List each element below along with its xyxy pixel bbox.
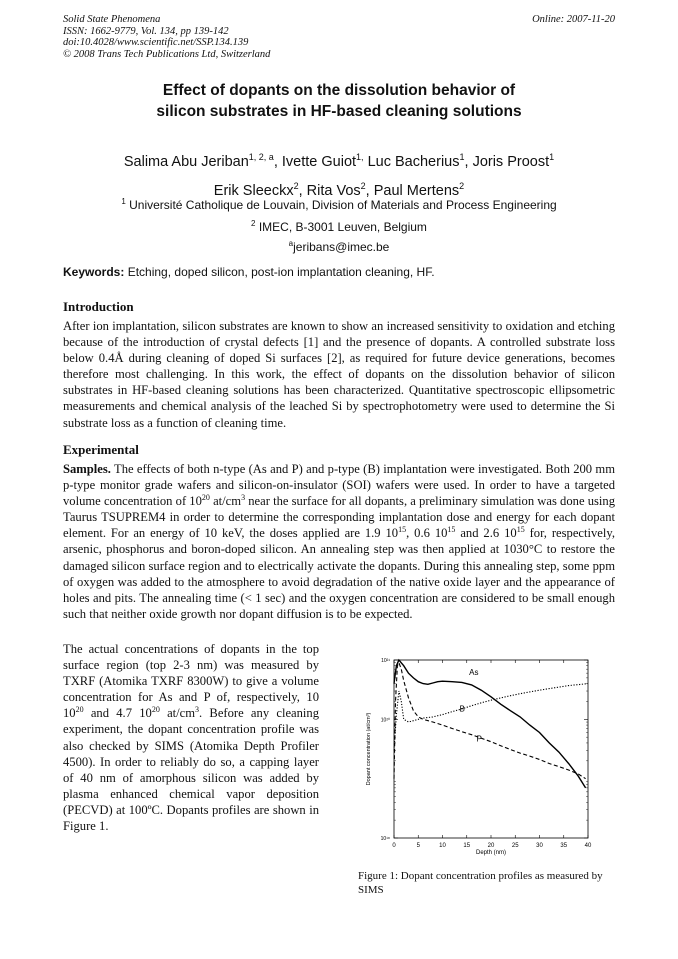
- text-run: The actual concentrations of dopants in the top surface region (top 2-3 nm) was measured by TXRF (Atomika TXRF 8300W) to give a volume concentration for As and P of, respectively, 10 10: [63, 642, 319, 721]
- email-sup: a: [288, 239, 294, 248]
- x-tick-label: 30: [536, 843, 543, 849]
- series-label-b: B: [459, 704, 465, 714]
- online-date: Online: 2007-11-20: [532, 14, 615, 25]
- text-sup: 20: [151, 705, 160, 715]
- journal-name: Solid State Phenomena: [63, 14, 161, 25]
- affiliation-1: [63, 195, 615, 212]
- sims-profile-chart: [352, 650, 617, 865]
- affiliation-text: IMEC, B-3001 Leuven, Belgium: [258, 220, 427, 234]
- author-list: [63, 145, 615, 203]
- y-tick-label: 10²⁰: [380, 717, 390, 724]
- text-run: . Before any cleaning experiment, the dopant concentration profile was also checked by SIMS (Atomika Depth Profiler 4500). In order to reliably do so, a capping layer of 40 nm of amorphous silicon was added by plasma enhanced chemical vapor deposition (PECVD) at 100ºC. Dopants profiles are shown in Figure 1.: [63, 706, 320, 834]
- x-tick-label: 35: [560, 843, 568, 849]
- author-name: Erik Sleeckx: [213, 182, 294, 199]
- author-sup: 1, 2, a: [248, 152, 274, 162]
- samples-paragraph: [63, 461, 615, 622]
- copyright-line: © 2008 Trans Tech Publications Ltd, Switzerland: [63, 48, 271, 60]
- author-sup: 1,: [356, 152, 364, 162]
- author-sup: 1: [549, 152, 555, 162]
- keywords: [63, 265, 615, 279]
- text-sup: 3: [241, 493, 246, 502]
- x-tick-label: 15: [463, 843, 471, 849]
- text-run: near the surface for all dopants, a preliminary simulation was done using Taurus TSUPREM4 in order to determine the corresponding implantation dose and energy for each dopant element. For an energy of 10 keV, the doses applied are 1.9 10: [63, 494, 615, 541]
- affiliation-sup: 1: [121, 197, 126, 206]
- affiliation-text: Université Catholique de Louvain, Division of Materials and Process Engineering: [129, 198, 557, 212]
- experimental-heading: Experimental: [63, 442, 139, 457]
- introduction-heading: Introduction: [63, 299, 134, 314]
- text-run: at/cm: [159, 706, 196, 721]
- text-sup: 15: [447, 525, 456, 535]
- author-name: Ivette Guiot: [281, 153, 357, 170]
- x-tick-label: 40: [584, 843, 592, 849]
- author-sup: 2: [360, 180, 366, 191]
- issn-line: ISSN: 1662-9779, Vol. 134, pp 139-142: [63, 25, 229, 37]
- x-tick-label: 25: [511, 843, 519, 849]
- x-tick-label: 10: [439, 843, 446, 849]
- samples-label: Samples.: [63, 462, 111, 476]
- paper-title: [63, 80, 615, 122]
- affiliation-2: [63, 217, 615, 234]
- author-sup: 2: [293, 180, 299, 191]
- author-sep: ,: [464, 153, 473, 170]
- author-name: Joris Proost: [472, 153, 550, 170]
- text-sup: 15: [516, 525, 525, 535]
- author-line-1: [63, 145, 615, 174]
- text-run: The effects of both n-type (As and P) and p-type (B) implantation were investigated. Both 200 mm p-type monitor grade wafers and silicon-on-insulator (SOI) wafers were used. In order to have a targeted volume concentration of 10: [63, 462, 615, 509]
- concentration-paragraph: [63, 641, 319, 834]
- keywords-text: Etching, doped silicon, post-ion implantation cleaning, HF.: [127, 265, 435, 279]
- email-line: [63, 237, 615, 254]
- x-axis-label: Depth (nm): [475, 850, 507, 856]
- running-header: [63, 14, 615, 60]
- text-sup: 20: [75, 705, 84, 715]
- keywords-label: Keywords:: [63, 265, 125, 279]
- text-sup: 20: [201, 493, 210, 502]
- email-text: jeribans@imec.be: [293, 240, 390, 254]
- author-sep: ,: [273, 153, 282, 170]
- introduction-paragraph: After ion implantation, silicon substrates are known to show an increased sensitivity to oxidation and etching because of the introduction of crystal defects [1] and the presence of dopants. A controlled substrate loss below 0.4Å during cleaning of doped Si surfaces [2], as required for future device generations, becomes therefore most challenging. In this work, the effect of dopants on the dissolution behavior of silicon substrates in HF-based cleaning solutions has been characterized. Quantitative spectroscopic ellipsometric measurements and chemical analysis of the leached Si by spectrophotometry were used to determine the Si substrate loss as a function of cleaning time.: [63, 319, 615, 430]
- x-tick-label: 20: [487, 843, 495, 849]
- author-sup: 2: [459, 180, 465, 191]
- text-sup: 15: [398, 525, 407, 535]
- text-sup: 3: [195, 705, 200, 715]
- author-name: Salima Abu Jeriban: [123, 153, 249, 170]
- title-line-2: silicon substrates in HF-based cleaning solutions: [156, 103, 522, 120]
- series-line-as: [394, 660, 586, 788]
- affiliation-sup: 2: [251, 219, 256, 228]
- text-run: at/cm: [209, 494, 242, 509]
- text-run: and 4.7 10: [83, 706, 152, 721]
- y-axis-label: Dopant concentration (at/cm³): [366, 712, 372, 786]
- text-run: for, respectively, arsenic, phosphorus and boron-doped silicon. An annealing step was then applied at 1030°C to restore the damaged silicon surface region and to electrically activate the dopants. During this annealing step, some ppm of oxygen was added to the atmosphere to avoid degradation of the native oxide layer and the appearance of holes and pits. The annealing time (< 1 sec) and the oxygen concentration are considered to be small enough such that neither oxide growth nor dopant diffusion is to be expected.: [63, 526, 616, 621]
- series-label-as: As: [469, 667, 479, 677]
- figure-caption: Figure 1: Dopant concentration profiles as measured by SIMS: [358, 870, 603, 896]
- x-tick-label: 5: [416, 843, 420, 849]
- series-label-p: P: [476, 734, 482, 744]
- x-tick-label: 0: [392, 843, 396, 849]
- author-name: Luc Bacherius: [367, 153, 460, 170]
- plot-frame: [394, 660, 588, 838]
- series-line-b: [394, 684, 588, 751]
- y-tick-label: 10²¹: [381, 658, 390, 664]
- doi-line: doi:10.4028/www.scientific.net/SSP.134.139: [63, 37, 249, 48]
- author-sep: ,: [365, 182, 374, 199]
- text-run: , 0.6 10: [406, 526, 448, 541]
- author-sep: ,: [298, 182, 307, 199]
- series-line-p: [394, 663, 586, 779]
- text-run: and 2.6 10: [455, 526, 517, 541]
- y-tick-label: 10¹⁸: [380, 836, 390, 842]
- author-name: Paul Mertens: [373, 182, 460, 199]
- author-sup: 1: [459, 152, 465, 162]
- title-line-1: Effect of dopants on the dissolution behavior of: [162, 82, 516, 99]
- author-name: Rita Vos: [306, 182, 361, 199]
